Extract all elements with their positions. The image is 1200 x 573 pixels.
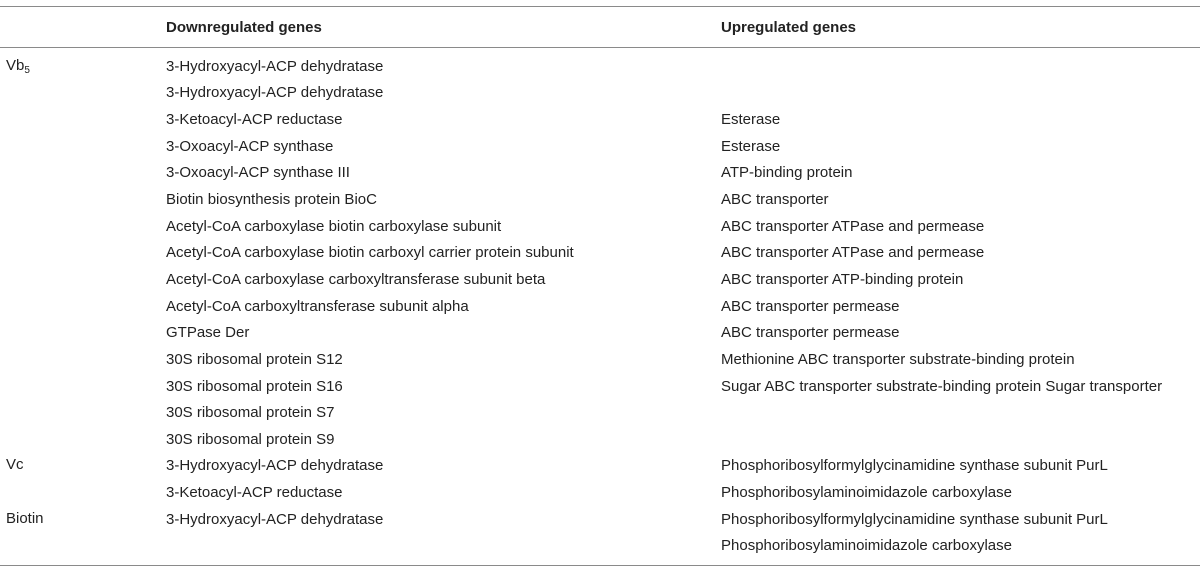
table-row	[0, 506, 1200, 533]
cell-downregulated: Acetyl-CoA carboxylase biotin carboxylase subunit	[166, 217, 502, 235]
table-row	[0, 53, 1200, 80]
table-row	[0, 319, 1200, 346]
condition-label: Vc	[6, 456, 24, 474]
cell-downregulated: 3-Hydroxyacyl-ACP dehydratase	[166, 57, 384, 75]
cell-downregulated: 3-Oxoacyl-ACP synthase III	[166, 164, 350, 182]
condition-subscript: 5	[24, 64, 30, 76]
cell-downregulated: Biotin biosynthesis protein BioC	[166, 191, 377, 209]
table-row	[0, 293, 1200, 320]
cell-downregulated: 3-Ketoacyl-ACP reductase	[166, 111, 343, 129]
table-row	[0, 106, 1200, 133]
table-header-row	[0, 7, 1200, 47]
cell-downregulated: GTPase Der	[166, 324, 250, 342]
cell-upregulated: Phosphoribosylformylglycinamidine synthase subunit PurL	[721, 510, 1108, 528]
cell-condition	[0, 456, 166, 475]
table-row	[0, 266, 1200, 293]
bottom-rule	[0, 565, 1200, 566]
cell-downregulated: Acetyl-CoA carboxylase biotin carboxyl carrier protein subunit	[166, 244, 574, 262]
table-row	[0, 133, 1200, 160]
cell-upregulated: Methionine ABC transporter substrate-binding protein	[721, 350, 1075, 368]
table-row	[0, 426, 1200, 453]
table-row	[0, 213, 1200, 240]
cell-upregulated: Esterase	[721, 137, 781, 155]
table-row	[0, 453, 1200, 480]
cell-downregulated: Acetyl-CoA carboxyltransferase subunit alpha	[166, 297, 469, 315]
cell-downregulated: 3-Hydroxyacyl-ACP dehydratase	[166, 84, 384, 102]
table-row	[0, 399, 1200, 426]
table-row	[0, 186, 1200, 213]
cell-upregulated: Phosphoribosylaminoimidazole carboxylase	[721, 537, 1012, 555]
cell-upregulated: ABC transporter permease	[721, 297, 900, 315]
cell-downregulated: 3-Ketoacyl-ACP reductase	[166, 484, 343, 502]
cell-downregulated: 3-Hydroxyacyl-ACP dehydratase	[166, 510, 384, 528]
cell-condition	[0, 57, 166, 76]
cell-upregulated: ABC transporter ATPase and permease	[721, 244, 985, 262]
cell-downregulated: 3-Oxoacyl-ACP synthase	[166, 137, 334, 155]
table-row	[0, 160, 1200, 187]
cell-downregulated: Acetyl-CoA carboxylase carboxyltransferase subunit beta	[166, 270, 546, 288]
cell-upregulated: ABC transporter permease	[721, 324, 900, 342]
table-row	[0, 479, 1200, 506]
cell-upregulated: ATP-binding protein	[721, 164, 853, 182]
cell-upregulated: Sugar ABC transporter substrate-binding protein Sugar transporter	[721, 377, 1163, 395]
cell-upregulated: ABC transporter ATPase and permease	[721, 217, 985, 235]
header-downregulated: Downregulated genes	[166, 18, 322, 36]
table-row	[0, 239, 1200, 266]
cell-upregulated: ABC transporter ATP-binding protein	[721, 270, 964, 288]
gene-table	[0, 6, 1200, 566]
cell-downregulated: 30S ribosomal protein S16	[166, 377, 343, 395]
table-row	[0, 373, 1200, 400]
header-upregulated: Upregulated genes	[721, 18, 857, 36]
table-row	[0, 346, 1200, 373]
table-body	[0, 48, 1200, 565]
cell-upregulated: ABC transporter	[721, 191, 829, 209]
cell-downregulated: 30S ribosomal protein S9	[166, 430, 335, 448]
condition-label: Vb	[6, 56, 25, 74]
cell-downregulated: 3-Hydroxyacyl-ACP dehydratase	[166, 457, 384, 475]
cell-downregulated: 30S ribosomal protein S12	[166, 350, 343, 368]
table-row	[0, 533, 1200, 560]
cell-condition	[0, 510, 166, 529]
condition-label: Biotin	[6, 509, 44, 527]
cell-upregulated: Phosphoribosylformylglycinamidine synthase subunit PurL	[721, 457, 1108, 475]
cell-upregulated: Phosphoribosylaminoimidazole carboxylase	[721, 484, 1012, 502]
table-row	[0, 80, 1200, 107]
cell-downregulated: 30S ribosomal protein S7	[166, 404, 335, 422]
cell-upregulated: Esterase	[721, 111, 781, 129]
